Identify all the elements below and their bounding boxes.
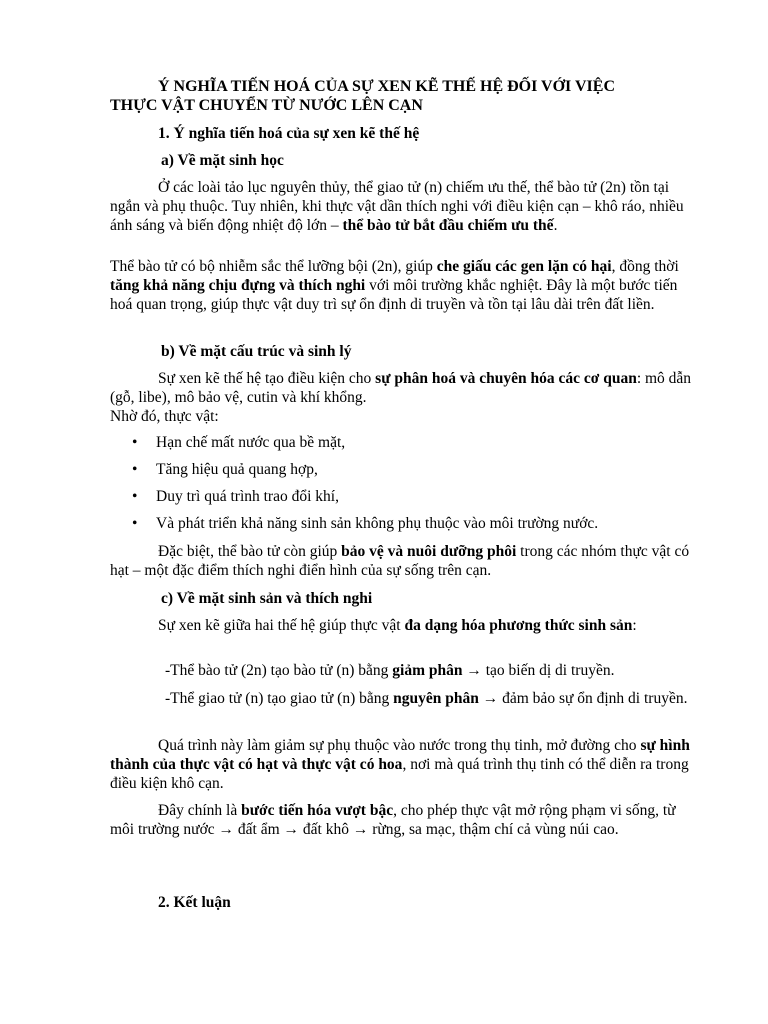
title-line-2: THỰC VẬT CHUYỂN TỪ NƯỚC LÊN CẠN [110,97,423,114]
text: Sự xen kẽ thế hệ tạo điều kiện cho [158,370,376,387]
paragraph-b3 [110,542,695,580]
text: : mô dẫn (gỗ, libe), mô bảo vệ, cutin và khí khổng. [110,370,692,406]
text: -Thể bào tử (2n) tạo bào tử (n) bằng [165,662,393,679]
text: Sự xen kẽ giữa hai thế hệ giúp thực vật [158,617,405,634]
text: Quá trình này làm giảm sự phụ thuộc vào nước trong thụ tinh, mở đường cho [158,737,641,754]
text: với môi trường khắc nghiệt. Đây là một bước tiến hoá quan trọng, giúp thực vật duy trì sự ổn định di truyền và tồn tại lâu dài trên đất liền. [110,277,678,313]
emphasis: đa dạng hóa phương thức sinh sản [404,617,633,634]
subsection-b-heading: b) Về mặt cấu trúc và sinh lý [161,343,352,360]
text: → đảm bảo sự ổn định di truyền. [478,690,688,707]
text: trong các nhóm thực vật có hạt – một đặc điểm thích nghi điển hình của sự sống trên cạn. [110,543,690,579]
paragraph-b1 [110,369,695,407]
text: , đồng thời [611,258,679,275]
text: : [632,617,637,634]
list-item: • Hạn chế mất nước qua bề mặt, [110,434,695,452]
text: Đây chính là [158,802,242,819]
text: → tạo biến dị di truyền. [462,662,615,679]
paragraph-a2 [110,257,695,314]
emphasis: giảm phân [392,662,463,679]
list-item: • Và phát triển khả năng sinh sản không phụ thuộc vào môi trường nước. [110,515,695,533]
title-line-1: Ý NGHĨA TIẾN HOÁ CỦA SỰ XEN KẼ THẾ HỆ ĐỐI VỚI VIỆC [158,78,615,95]
emphasis: bảo vệ và nuôi dưỡng phôi [341,543,517,560]
paragraph-c3 [110,689,695,708]
emphasis: che giấu các gen lặn có hại [436,258,612,275]
list-item: • Duy trì quá trình trao đổi khí, [110,488,695,506]
paragraph-b2: Nhờ đó, thực vật: [110,408,219,425]
paragraph-a1 [110,178,695,235]
text: . [553,217,558,234]
text: -Thể giao tử (n) tạo giao tử (n) bằng [165,690,394,707]
section-1-heading: 1. Ý nghĩa tiến hoá của sự xen kẽ thế hệ [158,125,420,142]
document-title [110,77,690,115]
paragraph-c2 [110,661,695,680]
text: , cho phép thực vật mở rộng phạm vi sống, từ môi trường nước → đất ẩm → đất khô → rừng, sa mạc, thậm chí cả vùng núi cao. [110,802,676,838]
paragraph-c5 [110,801,695,839]
section-2-heading: 2. Kết luận [158,894,231,911]
subsection-c-heading: c) Về mặt sinh sản và thích nghi [161,590,373,607]
paragraph-c1 [110,616,695,635]
emphasis: thể bào tử bắt đầu chiếm ưu thế [342,217,554,234]
text: Đặc biệt, thể bào tử còn giúp [158,543,342,560]
emphasis: sự hình thành của thực vật có hạt và thực vật có hoa [110,737,690,773]
text: Ở các loài tảo lục nguyên thủy, thể giao tử (n) chiếm ưu thế, thể bào tử (2n) tồn tại ngắn và phụ thuộc. Tuy nhiên, khi thực vật dần thích nghi với điều kiện cạn – khô ráo, nhiều ánh sáng và biến động nhiệt độ lớn – [110,179,684,234]
text: , nơi mà quá trình thụ tinh có thể diễn ra trong điều kiện khô cạn. [110,756,689,792]
text: Thể bào tử có bộ nhiễm sắc thể lưỡng bội (2n), giúp [110,258,437,275]
paragraph-c4 [110,736,695,793]
emphasis: tăng khả năng chịu đựng và thích nghi [110,277,366,294]
list-item: • Tăng hiệu quả quang hợp, [110,461,695,479]
subsection-a-heading: a) Về mặt sinh học [161,152,284,169]
emphasis: sự phân hoá và chuyên hóa các cơ quan [375,370,637,387]
emphasis: bước tiến hóa vượt bậc [241,802,394,819]
emphasis: nguyên phân [393,690,479,707]
